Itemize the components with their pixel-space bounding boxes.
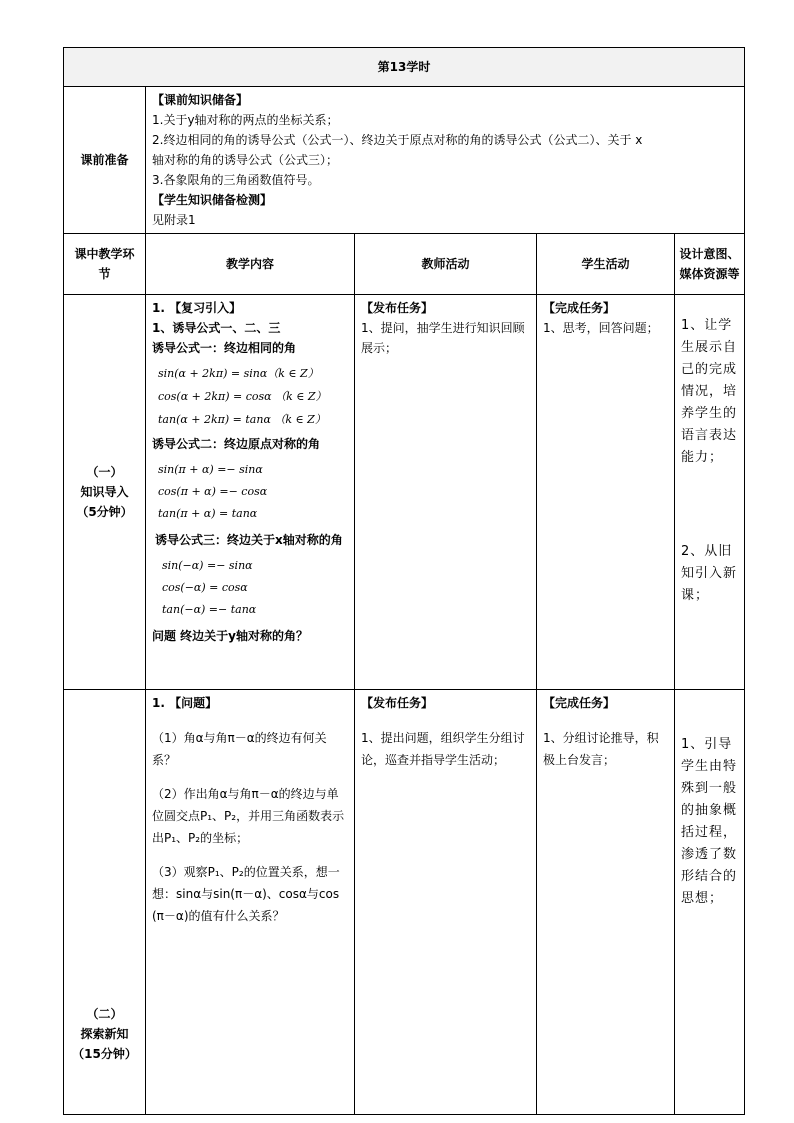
col-header-student: 学生活动 bbox=[537, 234, 675, 295]
question-heading: 1. 【问题】 bbox=[152, 696, 218, 710]
section-2-row bbox=[64, 690, 745, 1115]
formula-3-line: sin(−α) =− sinα bbox=[162, 559, 253, 572]
section-2-design bbox=[675, 690, 745, 1115]
section-2-content bbox=[146, 690, 355, 1115]
design-intent-1: 1、引导学生由特殊到一般的抽象概括过程，渗透了数形结合的思想； bbox=[681, 737, 738, 906]
section-2-teacher bbox=[355, 690, 537, 1115]
col-header-teacher: 教师活动 bbox=[355, 234, 537, 295]
header-row bbox=[64, 48, 745, 87]
teacher-task-text: 1、提出问题，组织学生分组讨论，巡查并指导学生活动； bbox=[361, 731, 525, 767]
question-2: （2）作出角α与角π－α的终边与单位圆交点P₁、P₂，并用三角函数表示出P₁、P₂的坐标； bbox=[152, 787, 345, 845]
formula-2-line: sin(π + α) =− sinα bbox=[158, 463, 263, 476]
section-1-label bbox=[64, 295, 146, 690]
design-intent-2: 2、从旧知引入新课； bbox=[681, 544, 738, 603]
prep-content bbox=[146, 87, 745, 234]
section-2-time: （15分钟） bbox=[72, 1047, 137, 1061]
col-header-segment: 课中教学环节 bbox=[64, 234, 146, 295]
section-2-name: 探索新知 bbox=[80, 1027, 129, 1041]
section-1-content bbox=[146, 295, 355, 690]
prep-heading-knowledge: 【课前知识储备】 bbox=[152, 93, 249, 107]
formula-2-line: cos(π + α) =− cosα bbox=[158, 485, 268, 498]
section-1-time: （5分钟） bbox=[76, 505, 133, 519]
prep-heading-check: 【学生知识储备检测】 bbox=[152, 193, 273, 207]
review-heading: 1. 【复习引入】 bbox=[152, 301, 242, 315]
section-1-student bbox=[537, 295, 675, 690]
student-task-heading: 【完成任务】 bbox=[543, 696, 616, 710]
formula-subheading: 1、诱导公式一、二、三 bbox=[152, 321, 281, 335]
col-header-design: 设计意图、媒体资源等 bbox=[675, 234, 745, 295]
teacher-task-heading: 【发布任务】 bbox=[361, 301, 434, 315]
prep-item-2b: 轴对称的角的诱导公式（公式三）； bbox=[152, 153, 339, 167]
prep-appendix: 见附录1 bbox=[152, 213, 196, 227]
teacher-task-heading: 【发布任务】 bbox=[361, 696, 434, 710]
question-3: （3）观察P₁、P₂的位置关系，想一想：sinα与sin(π－α)、cosα与cos(π－α)的值有什么关系？ bbox=[152, 865, 340, 923]
formula-1-line: tan(α + 2kπ) = tanα （k ∈ Z） bbox=[158, 413, 326, 426]
prep-label: 课前准备 bbox=[64, 87, 146, 234]
prep-item-3: 3.各象限角的三角函数值符号。 bbox=[152, 173, 320, 187]
question-1: （1）角α与角π－α的终边有何关系？ bbox=[152, 731, 327, 767]
design-intent-1: 1、让学生展示自己的完成情况，培养学生的语言表达能力； bbox=[681, 318, 738, 465]
lesson-plan-table bbox=[63, 47, 745, 1115]
review-question: 问题 终边关于y轴对称的角？ bbox=[152, 629, 309, 643]
formula-1-line: cos(α + 2kπ) = cosα （k ∈ Z） bbox=[158, 390, 327, 403]
formula-2-line: tan(π + α) = tanα bbox=[158, 507, 258, 520]
col-header-content: 教学内容 bbox=[146, 234, 355, 295]
section-1-name: 知识导入 bbox=[80, 485, 129, 499]
formula-1-line: sin(α + 2kπ) = sinα（k ∈ Z） bbox=[158, 367, 319, 380]
formula-3-line: cos(−α) = cosα bbox=[162, 581, 248, 594]
student-task-text: 1、思考，回答问题； bbox=[543, 321, 659, 335]
prep-item-2a: 2.终边相同的角的诱导公式（公式一）、终边关于原点对称的角的诱导公式（公式二）、关于 x bbox=[152, 133, 643, 147]
section-1-number: （一） bbox=[86, 465, 123, 479]
student-task-text: 1、分组讨论推导，积极上台发言； bbox=[543, 731, 659, 767]
section-1-design bbox=[675, 295, 745, 690]
formula-3-line: tan(−α) =− tanα bbox=[162, 603, 257, 616]
formula-2-title: 诱导公式二：终边原点对称的角 bbox=[152, 437, 321, 451]
section-2-number: （二） bbox=[86, 1007, 123, 1021]
student-task-heading: 【完成任务】 bbox=[543, 301, 616, 315]
section-2-student bbox=[537, 690, 675, 1115]
section-2-label bbox=[64, 690, 146, 1115]
section-1-row bbox=[64, 295, 745, 690]
prep-row bbox=[64, 87, 745, 234]
lesson-title: 第13学时 bbox=[64, 48, 745, 87]
formula-3-title: 诱导公式三：终边关于x轴对称的角 bbox=[155, 533, 343, 547]
prep-item-1: 1.关于y轴对称的两点的坐标关系； bbox=[152, 113, 339, 127]
column-header-row bbox=[64, 234, 745, 295]
teacher-task-text: 1、提问，抽学生进行知识回顾展示； bbox=[361, 321, 525, 355]
section-1-teacher bbox=[355, 295, 537, 690]
formula-1-title: 诱导公式一：终边相同的角 bbox=[152, 341, 297, 355]
